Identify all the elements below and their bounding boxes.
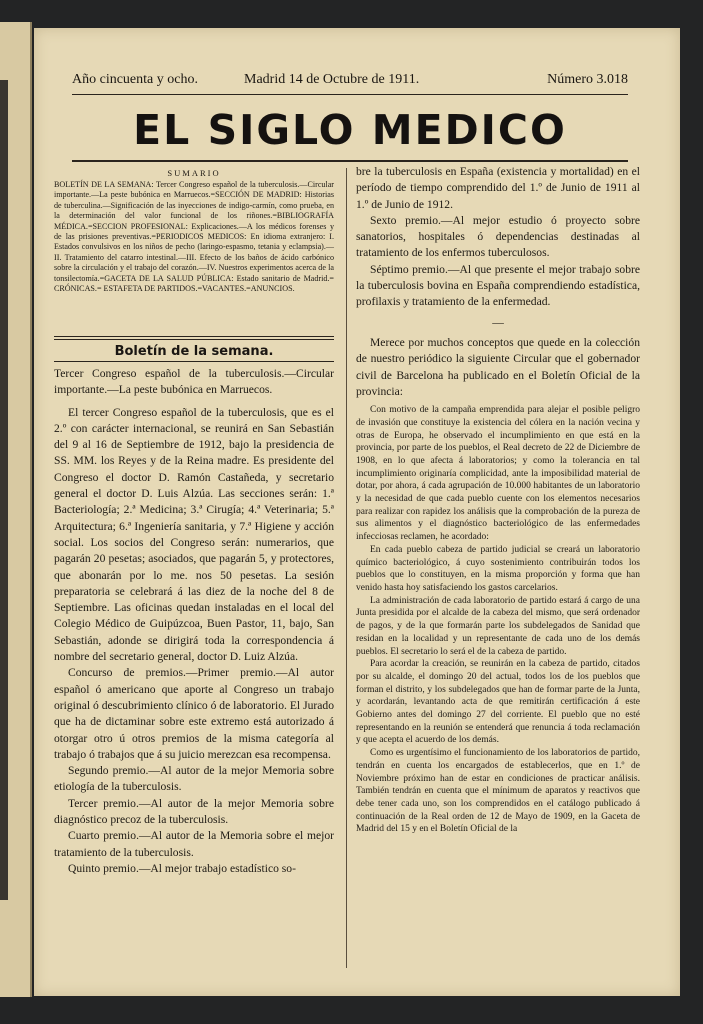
boletin-paragraph: El tercer Congreso español de la tuberculosis, que es el 2.º con carácter internacional, se reunirá en San Sebastián del 9 al 16 de Septiembre de 1912, bajo la presidencia de SS. MM. los Reyes y de la Reina madre. Es presidente del Congreso el doctor D. Ramón Castañeda, y secretario general el doctor D. Luis Alzúa. Las secciones serán: 1.ª Bacteriología; 2.ª Medicina; 3.ª Cirugía; 4.ª Veterinaria; 5.ª Arquitectura; 6.ª Ingeniería sanitaria, y 7.ª Higiene y acción social. Los socios del Congreso serán: numerarios, que pagarán 20 pesetas; asociados, que pagarán 5, y protectores, que abonarán por lo me. nos 50 pesetas. La sesión preparatoria se celebrará á las diez de la noche del 8 de Septiembre. Las oficinas quedan instaladas en el local del Colegio Médico de Guipúzcoa, Buen Pastor, 11, bajo, San Sebastián, adonde se dirigirá toda la correspondencia á nombre del secretario general, doctor D. Luiz Alzúa. [54,405,334,664]
masthead-title: EL SIGLO MEDICO [133,106,567,154]
circular-paragraph: Con motivo de la campaña emprendida para alejar el posible peligro de invasión que constituye la existencia del cólera en la nación vecina y otras de Europa, he observado el incumplimiento en que está en la provincia, por parte de los pueblos, el Real decreto de 22 de Diciembre de 1908, en lo que afecta á laboratorios; y como la tolerancia en tal incumplimiento originaría complicidad, ante la imposibilidad material de dotar, por ahora, á cada agrupación de 10.000 habitantes de un laboratorio y la necesidad de que cada pueblo cuente con los elementos necesarios para realizar con rapidez los análisis que la comprobación de la pureza de sus alimentos y el diagnóstico bacteriológico de las enfermedades infecciosas reclamen, he acordado: [356,405,640,543]
circular-paragraph: La administración de cada laboratorio de partido estará á cargo de una Junta presidida por el alcalde de la cabeza del mismo, que será ordenador de pagos, y de la que formarán parte los subdelegados de Sanidad que residan en la localidad y un representante de cada uno de los demás pueblos. El secretario lo será el de la cabeza de partido. [356,595,640,657]
boletin-paragraph: Cuarto premio.—Al autor de la Memoria sobre el mejor tratamiento de la tuberculosis. [54,829,334,859]
boletin-paragraph: Quinto premio.—Al mejor trabajo estadístico so- [68,861,296,875]
sumario-title: SUMARIO [167,168,221,178]
sumario-block [54,168,334,294]
circular-paragraph: Como es urgentísimo el funcionamiento de los laboratorios de partido, tendrán en cuenta los encargados de establecerlos, que en 1.º de Noviembre próximo han de estar en condiciones de practicar análisis. También tendrán en cuenta que el mínimum de aparatos y reactivos que debe tener cada uno, son los comprendidos en el catálogo publicado á continuación de la Real orden de 12 de Mayo de 1909, en la Gaceta de Madrid del 15 y en el Boletín Oficial de la [356,748,640,835]
header-rule [72,94,628,95]
boletin-paragraph: Segundo premio.—Al autor de la mejor Memoria sobre etiología de la tuberculosis. [54,764,334,794]
premio-paragraph: bre la tuberculosis en España (existencia y mortalidad) en el período de tiempo comprendido del 1.º de Junio de 1911 al 1.º de Junio de 1912. [356,165,640,211]
boletin-paragraph: Concurso de premios.—Primer premio.—Al autor español ó americano que aporte al Congreso un trabajo original ó descubrimiento clínico ó de laboratorio. El Jurado que ha de dictaminar sobre este extremo está autorizado á otorgar otro ú otros premios de la misma categoría al trabajo ó trabajos que á su juicio merezcan esa recompensa. [54,666,334,761]
sumario-rule-1 [54,336,334,337]
header-date: Madrid 14 de Octubre de 1911. [244,72,420,87]
right-column [356,164,640,836]
circular-paragraph: Para acordar la creación, se reunirán en la cabeza de partido, citados por su alcalde, el domingo 20 del actual, todos los de los pueblos que forman el distrito, y los subdelegados que han de formar parte de la Junta, y acordarán, levantando acta de que remitirán certificación á este Gobierno antes del domingo 27 del corriente. El pueblo que no esté representando en la reunión se entenderá que renuncia á toda reclamación y que acepta el acuerdo de los demás. [356,659,640,746]
premio-paragraph: Sexto premio.—Al mejor estudio ó proyecto sobre sanatorios, hospitales ó dependencias destinadas al tratamiento de los enfermos tuberculosos. [356,213,640,260]
sumario-rule-2 [54,339,334,340]
section-mark: — [492,315,504,329]
circular-intro: Merece por muchos conceptos que quede en la colección de nuestro periódico la siguiente Circular que el gobernador civil de Barcelona ha publicado en el Boletín Oficial de la provincia: [356,335,640,398]
boletin-article [54,366,334,877]
boletin-paragraph: Tercer premio.—Al autor de la mejor Memoria sobre diagnóstico precoz de la tuberculosis. [54,796,334,827]
boletin-subtitle: Tercer Congreso español de la tuberculosis.—Circular importante.—La peste bubónica en Marruecos. [54,367,334,397]
header-number: Número 3.018 [547,72,628,87]
header-year: Año cincuenta y ocho. [72,72,198,87]
sumario-text: BOLETÍN DE LA SEMANA: Tercer Congreso español de la tuberculosis.—Circular importante.—La peste bubónica en Marruecos.=SECCIÓN DE MADRID: Historias de tuberculina.—Significación de las inyecciones de indigo-carmín, como prueba, en la determinación del valor funcional de los riñones.=BIBLIOGRAFÍA MÉDICA.=SECCION PROFESIONAL: Explicaciones.—A los médicos forenses y de las prisiones preventivas.=PERIODICOS MEDICOS: En idioma extranjero: I. Estados convulsivos en los niños de pecho (laringo-espasmo, tetania y eclampsia).—II. Tratamiento del catarro intestinal.—III. Efecto de los baños de ácido carbónico sobre la circulación y el trabajo del corazón.—IV. Nuestros experimentos acerca de la tonsilectomía.=GACETA DE LA SALUD PÚBLICA: Estado sanitario de Madrid.= CRÓNICAS.= ESTAFETA DE PARTIDOS.=VACANTES.=ANUNCIOS. [54,180,334,294]
boletin-rule [54,361,334,362]
premio-paragraph: Séptimo premio.—Al que presente el mejor trabajo sobre la tuberculosis bovina en España comprendiendo estadística, profilaxis y tratamiento de la enfermedad. [356,262,640,309]
left-page-shadow [0,80,8,900]
circular-paragraph: En cada pueblo cabeza de partido judicial se creará un laboratorio químico bacteriológico, á cuyo sostenimiento contribuirán todos los pueblos que lo constituyen, en la misma proporción y forma que han venido hasta hoy satisfaciendo los gastos carcelarios. [356,544,640,593]
boletin-title: Boletín de la semana. [114,344,274,359]
newspaper-page [34,28,680,996]
column-divider [346,168,347,968]
page-header [72,72,628,90]
masthead-rule [72,160,628,162]
